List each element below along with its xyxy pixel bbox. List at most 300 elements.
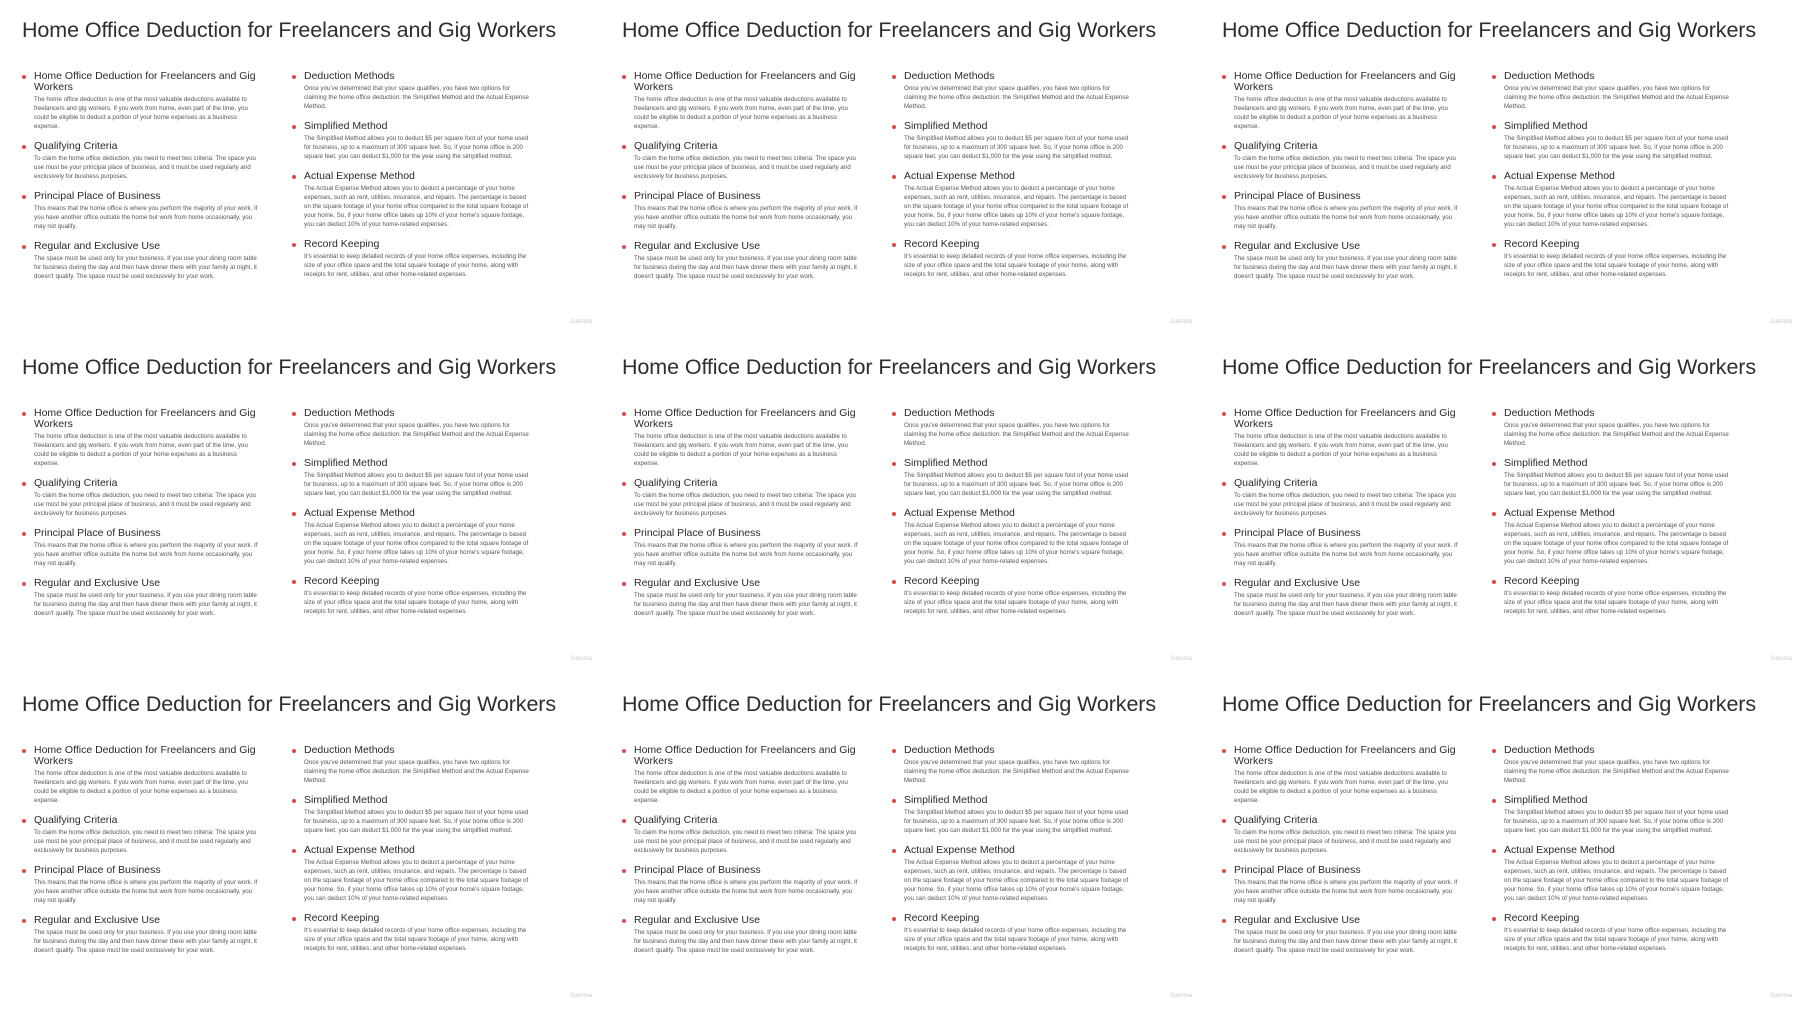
bullet-body: The Simplified Method allows you to deduct $5 per square foot of your home used for business, up to a maximum of 300 square feet. So, if your home office is 200 square feet, you can deduct $1,000 for the year using the simplified method. — [904, 472, 1129, 497]
bullet-heading: Deduction Methods — [1504, 70, 1595, 82]
bullet-heading: Regular and Exclusive Use — [1234, 577, 1361, 589]
left-column — [1222, 745, 1462, 965]
bullet-dot-icon — [292, 749, 296, 753]
bullet-item — [892, 121, 1132, 161]
bullet-dot-icon — [22, 532, 26, 536]
left-column — [1222, 71, 1462, 291]
bullet-heading: Deduction Methods — [1504, 744, 1595, 756]
bullet-dot-icon — [292, 512, 296, 516]
slide-thumbnail[interactable] — [1200, 674, 1800, 1011]
bullet-heading: Record Keeping — [304, 238, 380, 250]
slide-columns — [622, 71, 1178, 291]
bullet-heading: Simplified Method — [904, 457, 988, 469]
bullet-body: The home office deduction is one of the most valuable deductions available to freelancers and gig workers. If you work from home, even part of the time, you could be eligible to deduct a portion of your home expenses as a business expense. — [34, 433, 248, 467]
bullet-heading: Simplified Method — [304, 457, 388, 469]
bullet-item — [292, 408, 532, 448]
bullet-item — [22, 141, 262, 181]
bullet-item — [622, 915, 862, 955]
bullet-dot-icon — [622, 869, 626, 873]
bullet-body: The Actual Expense Method allows you to deduct a percentage of your home expenses, such as rent, utilities, insurance, and repairs. The percentage is based on the square footage of your home office compared to the total square footage of your home. So, if your home office takes up 10% of your home's square footage, you can deduct 10% of your home-related expenses. — [904, 859, 1129, 902]
bullet-body: The home office deduction is one of the most valuable deductions available to freelancers and gig workers. If you work from home, even part of the time, you could be eligible to deduct a portion of your home expenses as a business expense. — [634, 96, 848, 130]
bullet-body: The space must be used only for your business. If you use your dining room table for business during the day and then have dinner there with your family at night, it doesn't qualify. The space must be used exclusively for your work. — [34, 929, 257, 954]
bullet-dot-icon — [622, 482, 626, 486]
bullet-dot-icon — [292, 175, 296, 179]
bullet-heading: Record Keeping — [904, 912, 980, 924]
bullet-dot-icon — [1492, 849, 1496, 853]
bullet-item — [292, 458, 532, 498]
watermark: Gamma — [1770, 656, 1792, 662]
bullet-heading: Qualifying Criteria — [634, 477, 718, 489]
bullet-dot-icon — [1222, 145, 1226, 149]
bullet-heading: Principal Place of Business — [634, 864, 761, 876]
bullet-item — [892, 508, 1132, 566]
bullet-item — [22, 478, 262, 518]
right-column — [1492, 408, 1732, 628]
bullet-item — [22, 815, 262, 855]
bullet-body: Once you've determined that your space qualifies, you have two options for claiming the home office deduction: the Simplified Method and the Actual Expense Method. — [1504, 85, 1729, 110]
bullet-item — [1222, 915, 1462, 955]
slide-columns — [22, 408, 578, 628]
slide-thumbnail[interactable] — [600, 674, 1200, 1011]
bullet-item — [622, 745, 862, 805]
bullet-item — [292, 795, 532, 835]
bullet-item — [22, 191, 262, 231]
left-column — [22, 745, 262, 965]
bullet-body: Once you've determined that your space qualifies, you have two options for claiming the home office deduction: the Simplified Method and the Actual Expense Method. — [904, 422, 1129, 447]
bullet-heading: Record Keeping — [904, 575, 980, 587]
bullet-item — [1222, 865, 1462, 905]
left-column — [22, 71, 262, 291]
bullet-heading: Regular and Exclusive Use — [634, 577, 761, 589]
bullet-item — [292, 171, 532, 229]
bullet-heading: Home Office Deduction for Freelancers and Gig Workers — [1234, 70, 1456, 93]
bullet-body: This means that the home office is where you perform the majority of your work. If you have another office outside the home but work from home occasionally, you may not qualify. — [1234, 205, 1458, 230]
bullet-item — [22, 915, 262, 955]
bullet-heading: Principal Place of Business — [34, 190, 161, 202]
bullet-body: It's essential to keep detailed records of your home office expenses, including the size of your office space and the total square footage of your home, along with receipts for rent, utilities, and other home-related expenses. — [304, 253, 527, 278]
bullet-heading: Actual Expense Method — [904, 507, 1015, 519]
bullet-dot-icon — [292, 125, 296, 129]
bullet-item — [292, 71, 532, 111]
bullet-dot-icon — [1222, 869, 1226, 873]
bullet-dot-icon — [1492, 125, 1496, 129]
bullet-body: To claim the home office deduction, you need to meet two criteria: The space you use must be your principal place of business, and it must be used regularly and exclusively for business purposes. — [1234, 155, 1456, 180]
bullet-dot-icon — [892, 749, 896, 753]
bullet-item — [22, 528, 262, 568]
bullet-item — [1492, 71, 1732, 111]
bullet-dot-icon — [892, 175, 896, 179]
bullet-body: To claim the home office deduction, you need to meet two criteria: The space you use must be your principal place of business, and it must be used regularly and exclusively for business purposes. — [34, 829, 256, 854]
bullet-body: The Simplified Method allows you to deduct $5 per square foot of your home used for business, up to a maximum of 300 square feet. So, if your home office is 200 square feet, you can deduct $1,000 for the year using the simplified method. — [304, 135, 529, 160]
bullet-heading: Principal Place of Business — [34, 527, 161, 539]
bullet-body: To claim the home office deduction, you need to meet two criteria: The space you use must be your principal place of business, and it must be used regularly and exclusively for business purposes. — [1234, 829, 1456, 854]
slide-title: Home Office Deduction for Freelancers and Gig Workers — [22, 692, 557, 716]
watermark: Gamma — [570, 656, 592, 662]
bullet-dot-icon — [622, 75, 626, 79]
bullet-body: This means that the home office is where you perform the majority of your work. If you have another office outside the home but work from home occasionally, you may not qualify. — [34, 879, 258, 904]
slide-thumbnail[interactable] — [0, 337, 600, 674]
bullet-dot-icon — [22, 819, 26, 823]
bullet-dot-icon — [22, 245, 26, 249]
bullet-heading: Simplified Method — [304, 794, 388, 806]
bullet-heading: Record Keeping — [1504, 238, 1580, 250]
watermark: Gamma — [1170, 656, 1192, 662]
bullet-item — [22, 71, 262, 131]
bullet-heading: Record Keeping — [1504, 912, 1580, 924]
bullet-dot-icon — [892, 462, 896, 466]
bullet-body: Once you've determined that your space qualifies, you have two options for claiming the home office deduction: the Simplified Method and the Actual Expense Method. — [304, 85, 529, 110]
bullet-item — [1222, 408, 1462, 468]
watermark: Gamma — [1770, 319, 1792, 325]
bullet-heading: Principal Place of Business — [634, 190, 761, 202]
slide-title: Home Office Deduction for Freelancers and Gig Workers — [22, 18, 557, 42]
bullet-body: To claim the home office deduction, you need to meet two criteria: The space you use must be your principal place of business, and it must be used regularly and exclusively for business purposes. — [634, 155, 856, 180]
bullet-item — [1492, 508, 1732, 566]
bullet-body: To claim the home office deduction, you need to meet two criteria: The space you use must be your principal place of business, and it must be used regularly and exclusively for business purposes. — [34, 492, 256, 517]
slide-thumbnail[interactable] — [1200, 337, 1800, 674]
left-column — [622, 745, 862, 965]
right-column — [1492, 71, 1732, 291]
bullet-heading: Actual Expense Method — [904, 844, 1015, 856]
bullet-body: The Simplified Method allows you to deduct $5 per square foot of your home used for business, up to a maximum of 300 square feet. So, if your home office is 200 square feet, you can deduct $1,000 for the year using the simplified method. — [304, 472, 529, 497]
bullet-item — [292, 239, 532, 279]
bullet-dot-icon — [292, 75, 296, 79]
bullet-item — [1222, 241, 1462, 281]
bullet-body: The space must be used only for your business. If you use your dining room table for business during the day and then have dinner there with your family at night, it doesn't qualify. The space must be used exclusively for your work. — [634, 592, 857, 617]
bullet-dot-icon — [892, 412, 896, 416]
bullet-dot-icon — [892, 849, 896, 853]
bullet-body: The home office deduction is one of the most valuable deductions available to freelancers and gig workers. If you work from home, even part of the time, you could be eligible to deduct a portion of your home expenses as a business expense. — [634, 770, 848, 804]
bullet-heading: Actual Expense Method — [304, 844, 415, 856]
bullet-body: It's essential to keep detailed records of your home office expenses, including the size of your office space and the total square footage of your home, along with receipts for rent, utilities, and other home-related expenses. — [904, 927, 1127, 952]
bullet-body: The home office deduction is one of the most valuable deductions available to freelancers and gig workers. If you work from home, even part of the time, you could be eligible to deduct a portion of your home expenses as a business expense. — [34, 96, 248, 130]
slide-title: Home Office Deduction for Freelancers and Gig Workers — [622, 18, 1157, 42]
bullet-dot-icon — [292, 917, 296, 921]
slide-columns — [622, 408, 1178, 628]
bullet-item — [892, 795, 1132, 835]
bullet-dot-icon — [1222, 919, 1226, 923]
bullet-dot-icon — [292, 462, 296, 466]
bullet-heading: Home Office Deduction for Freelancers and Gig Workers — [634, 407, 856, 430]
bullet-item — [1492, 845, 1732, 903]
bullet-heading: Record Keeping — [304, 575, 380, 587]
bullet-heading: Record Keeping — [904, 238, 980, 250]
bullet-body: The space must be used only for your business. If you use your dining room table for business during the day and then have dinner there with your family at night, it doesn't qualify. The space must be used exclusively for your work. — [634, 929, 857, 954]
bullet-body: Once you've determined that your space qualifies, you have two options for claiming the home office deduction: the Simplified Method and the Actual Expense Method. — [1504, 759, 1729, 784]
bullet-body: The home office deduction is one of the most valuable deductions available to freelancers and gig workers. If you work from home, even part of the time, you could be eligible to deduct a portion of your home expenses as a business expense. — [634, 433, 848, 467]
bullet-item — [292, 121, 532, 161]
bullet-dot-icon — [1492, 512, 1496, 516]
slide-columns — [1222, 71, 1778, 291]
watermark: Gamma — [1170, 319, 1192, 325]
bullet-item — [622, 578, 862, 618]
bullet-item — [892, 913, 1132, 953]
slide-thumbnail[interactable] — [600, 0, 1200, 337]
bullet-heading: Home Office Deduction for Freelancers and Gig Workers — [34, 70, 256, 93]
bullet-item — [622, 528, 862, 568]
bullet-item — [1492, 121, 1732, 161]
bullet-item — [292, 845, 532, 903]
bullet-item — [22, 865, 262, 905]
bullet-heading: Deduction Methods — [304, 70, 395, 82]
bullet-heading: Regular and Exclusive Use — [634, 914, 761, 926]
bullet-body: The Actual Expense Method allows you to deduct a percentage of your home expenses, such as rent, utilities, insurance, and repairs. The percentage is based on the square footage of your home office compared to the total square footage of your home. So, if your home office takes up 10% of your home's square footage, you can deduct 10% of your home-related expenses. — [304, 185, 529, 228]
right-column — [892, 71, 1132, 291]
bullet-item — [892, 458, 1132, 498]
slide-title: Home Office Deduction for Freelancers and Gig Workers — [622, 355, 1157, 379]
bullet-body: It's essential to keep detailed records of your home office expenses, including the size of your office space and the total square footage of your home, along with receipts for rent, utilities, and other home-related expenses. — [904, 253, 1127, 278]
bullet-heading: Home Office Deduction for Freelancers and Gig Workers — [634, 70, 856, 93]
slide-title: Home Office Deduction for Freelancers and Gig Workers — [1222, 18, 1757, 42]
bullet-body: The Simplified Method allows you to deduct $5 per square foot of your home used for business, up to a maximum of 300 square feet. So, if your home office is 200 square feet, you can deduct $1,000 for the year using the simplified method. — [1504, 809, 1729, 834]
slide-thumbnail[interactable] — [0, 0, 600, 337]
bullet-body: To claim the home office deduction, you need to meet two criteria: The space you use must be your principal place of business, and it must be used regularly and exclusively for business purposes. — [634, 492, 856, 517]
bullet-item — [892, 745, 1132, 785]
bullet-body: This means that the home office is where you perform the majority of your work. If you have another office outside the home but work from home occasionally, you may not qualify. — [1234, 879, 1458, 904]
bullet-dot-icon — [1492, 462, 1496, 466]
bullet-item — [22, 578, 262, 618]
bullet-body: It's essential to keep detailed records of your home office expenses, including the size of your office space and the total square footage of your home, along with receipts for rent, utilities, and other home-related expenses. — [1504, 590, 1727, 615]
bullet-heading: Principal Place of Business — [1234, 527, 1361, 539]
bullet-heading: Regular and Exclusive Use — [34, 914, 161, 926]
bullet-body: Once you've determined that your space qualifies, you have two options for claiming the home office deduction: the Simplified Method and the Actual Expense Method. — [304, 422, 529, 447]
watermark: Gamma — [1170, 993, 1192, 999]
left-column — [22, 408, 262, 628]
bullet-heading: Qualifying Criteria — [634, 140, 718, 152]
bullet-heading: Simplified Method — [304, 120, 388, 132]
bullet-heading: Deduction Methods — [904, 70, 995, 82]
bullet-item — [22, 745, 262, 805]
bullet-item — [892, 845, 1132, 903]
bullet-heading: Deduction Methods — [904, 744, 995, 756]
bullet-dot-icon — [1222, 482, 1226, 486]
bullet-dot-icon — [622, 245, 626, 249]
bullet-body: This means that the home office is where you perform the majority of your work. If you have another office outside the home but work from home occasionally, you may not qualify. — [34, 205, 258, 230]
bullet-heading: Actual Expense Method — [1504, 170, 1615, 182]
slide-columns — [1222, 408, 1778, 628]
bullet-body: The home office deduction is one of the most valuable deductions available to freelancers and gig workers. If you work from home, even part of the time, you could be eligible to deduct a portion of your home expenses as a business expense. — [34, 770, 248, 804]
bullet-body: The space must be used only for your business. If you use your dining room table for business during the day and then have dinner there with your family at night, it doesn't qualify. The space must be used exclusively for your work. — [34, 592, 257, 617]
bullet-heading: Actual Expense Method — [304, 507, 415, 519]
bullet-heading: Deduction Methods — [304, 407, 395, 419]
bullet-dot-icon — [1492, 243, 1496, 247]
bullet-body: The space must be used only for your business. If you use your dining room table for business during the day and then have dinner there with your family at night, it doesn't qualify. The space must be used exclusively for your work. — [1234, 592, 1457, 617]
bullet-dot-icon — [622, 919, 626, 923]
bullet-body: It's essential to keep detailed records of your home office expenses, including the size of your office space and the total square footage of your home, along with receipts for rent, utilities, and other home-related expenses. — [1504, 253, 1727, 278]
bullet-item — [622, 408, 862, 468]
bullet-heading: Home Office Deduction for Freelancers and Gig Workers — [34, 407, 256, 430]
bullet-heading: Deduction Methods — [304, 744, 395, 756]
bullet-item — [622, 865, 862, 905]
bullet-body: The Simplified Method allows you to deduct $5 per square foot of your home used for business, up to a maximum of 300 square feet. So, if your home office is 200 square feet, you can deduct $1,000 for the year using the simplified method. — [304, 809, 529, 834]
bullet-dot-icon — [292, 412, 296, 416]
bullet-body: The Actual Expense Method allows you to deduct a percentage of your home expenses, such as rent, utilities, insurance, and repairs. The percentage is based on the square footage of your home office compared to the total square footage of your home. So, if your home office takes up 10% of your home's square footage, you can deduct 10% of your home-related expenses. — [1504, 522, 1729, 565]
bullet-heading: Qualifying Criteria — [634, 814, 718, 826]
bullet-item — [892, 408, 1132, 448]
bullet-item — [1222, 478, 1462, 518]
slide-title: Home Office Deduction for Freelancers and Gig Workers — [1222, 355, 1757, 379]
bullet-item — [622, 71, 862, 131]
bullet-heading: Actual Expense Method — [1504, 844, 1615, 856]
bullet-item — [892, 576, 1132, 616]
bullet-body: To claim the home office deduction, you need to meet two criteria: The space you use must be your principal place of business, and it must be used regularly and exclusively for business purposes. — [634, 829, 856, 854]
slide-thumbnail[interactable] — [600, 337, 1200, 674]
bullet-item — [622, 478, 862, 518]
bullet-dot-icon — [1492, 75, 1496, 79]
bullet-item — [1222, 745, 1462, 805]
bullet-dot-icon — [622, 749, 626, 753]
watermark: Gamma — [570, 319, 592, 325]
bullet-body: This means that the home office is where you perform the majority of your work. If you have another office outside the home but work from home occasionally, you may not qualify. — [634, 205, 858, 230]
bullet-body: The space must be used only for your business. If you use your dining room table for business during the day and then have dinner there with your family at night, it doesn't qualify. The space must be used exclusively for your work. — [1234, 929, 1457, 954]
bullet-body: The Simplified Method allows you to deduct $5 per square foot of your home used for business, up to a maximum of 300 square feet. So, if your home office is 200 square feet, you can deduct $1,000 for the year using the simplified method. — [904, 135, 1129, 160]
bullet-item — [1492, 408, 1732, 448]
bullet-body: The space must be used only for your business. If you use your dining room table for business during the day and then have dinner there with your family at night, it doesn't qualify. The space must be used exclusively for your work. — [1234, 255, 1457, 280]
bullet-heading: Home Office Deduction for Freelancers and Gig Workers — [1234, 744, 1456, 767]
bullet-body: The Simplified Method allows you to deduct $5 per square foot of your home used for business, up to a maximum of 300 square feet. So, if your home office is 200 square feet, you can deduct $1,000 for the year using the simplified method. — [904, 809, 1129, 834]
bullet-heading: Actual Expense Method — [304, 170, 415, 182]
bullet-heading: Regular and Exclusive Use — [34, 240, 161, 252]
bullet-item — [292, 508, 532, 566]
bullet-dot-icon — [1222, 532, 1226, 536]
slide-title: Home Office Deduction for Freelancers and Gig Workers — [622, 692, 1157, 716]
bullet-body: It's essential to keep detailed records of your home office expenses, including the size of your office space and the total square footage of your home, along with receipts for rent, utilities, and other home-related expenses. — [304, 927, 527, 952]
bullet-body: The Actual Expense Method allows you to deduct a percentage of your home expenses, such as rent, utilities, insurance, and repairs. The percentage is based on the square footage of your home office compared to the total square footage of your home. So, if your home office takes up 10% of your home's square footage, you can deduct 10% of your home-related expenses. — [1504, 859, 1729, 902]
bullet-dot-icon — [1222, 75, 1226, 79]
bullet-heading: Home Office Deduction for Freelancers and Gig Workers — [1234, 407, 1456, 430]
bullet-item — [892, 71, 1132, 111]
bullet-item — [292, 745, 532, 785]
slide-thumbnail[interactable] — [0, 674, 600, 1011]
bullet-body: Once you've determined that your space qualifies, you have two options for claiming the home office deduction: the Simplified Method and the Actual Expense Method. — [904, 85, 1129, 110]
bullet-body: This means that the home office is where you perform the majority of your work. If you have another office outside the home but work from home occasionally, you may not qualify. — [634, 879, 858, 904]
bullet-heading: Actual Expense Method — [1504, 507, 1615, 519]
bullet-heading: Regular and Exclusive Use — [34, 577, 161, 589]
right-column — [292, 408, 532, 628]
bullet-dot-icon — [1492, 749, 1496, 753]
bullet-item — [1222, 71, 1462, 131]
right-column — [892, 408, 1132, 628]
bullet-dot-icon — [22, 919, 26, 923]
bullet-item — [1222, 141, 1462, 181]
slide-columns — [22, 71, 578, 291]
bullet-heading: Principal Place of Business — [1234, 864, 1361, 876]
bullet-item — [292, 913, 532, 953]
bullet-dot-icon — [892, 917, 896, 921]
bullet-dot-icon — [1222, 195, 1226, 199]
bullet-item — [1492, 576, 1732, 616]
bullet-dot-icon — [1222, 412, 1226, 416]
bullet-heading: Actual Expense Method — [904, 170, 1015, 182]
bullet-item — [22, 241, 262, 281]
bullet-dot-icon — [622, 195, 626, 199]
slide-columns — [1222, 745, 1778, 965]
bullet-body: The home office deduction is one of the most valuable deductions available to freelancers and gig workers. If you work from home, even part of the time, you could be eligible to deduct a portion of your home expenses as a business expense. — [1234, 770, 1448, 804]
bullet-body: It's essential to keep detailed records of your home office expenses, including the size of your office space and the total square footage of your home, along with receipts for rent, utilities, and other home-related expenses. — [1504, 927, 1727, 952]
right-column — [1492, 745, 1732, 965]
bullet-item — [892, 171, 1132, 229]
bullet-item — [1492, 458, 1732, 498]
bullet-body: This means that the home office is where you perform the majority of your work. If you have another office outside the home but work from home occasionally, you may not qualify. — [1234, 542, 1458, 567]
bullet-dot-icon — [622, 532, 626, 536]
right-column — [292, 71, 532, 291]
bullet-body: Once you've determined that your space qualifies, you have two options for claiming the home office deduction: the Simplified Method and the Actual Expense Method. — [304, 759, 529, 784]
bullet-heading: Principal Place of Business — [1234, 190, 1361, 202]
bullet-dot-icon — [292, 580, 296, 584]
bullet-body: The Actual Expense Method allows you to deduct a percentage of your home expenses, such as rent, utilities, insurance, and repairs. The percentage is based on the square footage of your home office compared to the total square footage of your home. So, if your home office takes up 10% of your home's square footage, you can deduct 10% of your home-related expenses. — [1504, 185, 1729, 228]
watermark: Gamma — [1770, 993, 1792, 999]
bullet-item — [1492, 795, 1732, 835]
bullet-dot-icon — [622, 412, 626, 416]
bullet-heading: Principal Place of Business — [34, 864, 161, 876]
bullet-dot-icon — [22, 195, 26, 199]
bullet-dot-icon — [22, 75, 26, 79]
bullet-heading: Simplified Method — [904, 120, 988, 132]
bullet-dot-icon — [1222, 749, 1226, 753]
slide-thumbnail[interactable] — [1200, 0, 1800, 337]
bullet-item — [1222, 578, 1462, 618]
bullet-item — [1492, 239, 1732, 279]
slide-columns — [22, 745, 578, 965]
bullet-dot-icon — [1222, 819, 1226, 823]
bullet-heading: Principal Place of Business — [634, 527, 761, 539]
bullet-body: The space must be used only for your business. If you use your dining room table for business during the day and then have dinner there with your family at night, it doesn't qualify. The space must be used exclusively for your work. — [634, 255, 857, 280]
bullet-heading: Qualifying Criteria — [34, 140, 118, 152]
bullet-dot-icon — [1492, 175, 1496, 179]
bullet-dot-icon — [22, 582, 26, 586]
bullet-item — [1492, 745, 1732, 785]
bullet-item — [1492, 171, 1732, 229]
bullet-body: The home office deduction is one of the most valuable deductions available to freelancers and gig workers. If you work from home, even part of the time, you could be eligible to deduct a portion of your home expenses as a business expense. — [1234, 433, 1448, 467]
watermark: Gamma — [570, 993, 592, 999]
bullet-item — [1492, 913, 1732, 953]
bullet-dot-icon — [292, 243, 296, 247]
bullet-dot-icon — [292, 799, 296, 803]
bullet-dot-icon — [22, 412, 26, 416]
bullet-body: The Actual Expense Method allows you to deduct a percentage of your home expenses, such as rent, utilities, insurance, and repairs. The percentage is based on the square footage of your home office compared to the total square footage of your home. So, if your home office takes up 10% of your home's square footage, you can deduct 10% of your home-related expenses. — [904, 185, 1129, 228]
bullet-dot-icon — [292, 849, 296, 853]
bullet-body: To claim the home office deduction, you need to meet two criteria: The space you use must be your principal place of business, and it must be used regularly and exclusively for business purposes. — [1234, 492, 1456, 517]
bullet-body: The Actual Expense Method allows you to deduct a percentage of your home expenses, such as rent, utilities, insurance, and repairs. The percentage is based on the square footage of your home office compared to the total square footage of your home. So, if your home office takes up 10% of your home's square footage, you can deduct 10% of your home-related expenses. — [304, 522, 529, 565]
bullet-dot-icon — [1222, 245, 1226, 249]
bullet-item — [292, 576, 532, 616]
bullet-dot-icon — [1492, 580, 1496, 584]
bullet-dot-icon — [22, 145, 26, 149]
bullet-body: The Actual Expense Method allows you to deduct a percentage of your home expenses, such as rent, utilities, insurance, and repairs. The percentage is based on the square footage of your home office compared to the total square footage of your home. So, if your home office takes up 10% of your home's square footage, you can deduct 10% of your home-related expenses. — [304, 859, 529, 902]
bullet-dot-icon — [1492, 917, 1496, 921]
bullet-item — [622, 191, 862, 231]
bullet-heading: Qualifying Criteria — [1234, 477, 1318, 489]
bullet-body: The Actual Expense Method allows you to deduct a percentage of your home expenses, such as rent, utilities, insurance, and repairs. The percentage is based on the square footage of your home office compared to the total square footage of your home. So, if your home office takes up 10% of your home's square footage, you can deduct 10% of your home-related expenses. — [904, 522, 1129, 565]
bullet-heading: Qualifying Criteria — [1234, 814, 1318, 826]
bullet-dot-icon — [22, 749, 26, 753]
bullet-heading: Home Office Deduction for Freelancers and Gig Workers — [634, 744, 856, 767]
slide-title: Home Office Deduction for Freelancers and Gig Workers — [1222, 692, 1757, 716]
bullet-body: The Simplified Method allows you to deduct $5 per square foot of your home used for business, up to a maximum of 300 square feet. So, if your home office is 200 square feet, you can deduct $1,000 for the year using the simplified method. — [1504, 472, 1729, 497]
right-column — [292, 745, 532, 965]
bullet-dot-icon — [892, 799, 896, 803]
bullet-body: Once you've determined that your space qualifies, you have two options for claiming the home office deduction: the Simplified Method and the Actual Expense Method. — [904, 759, 1129, 784]
bullet-body: It's essential to keep detailed records of your home office expenses, including the size of your office space and the total square footage of your home, along with receipts for rent, utilities, and other home-related expenses. — [904, 590, 1127, 615]
bullet-heading: Deduction Methods — [1504, 407, 1595, 419]
bullet-heading: Simplified Method — [1504, 457, 1588, 469]
bullet-body: This means that the home office is where you perform the majority of your work. If you have another office outside the home but work from home occasionally, you may not qualify. — [634, 542, 858, 567]
bullet-heading: Record Keeping — [1504, 575, 1580, 587]
bullet-heading: Deduction Methods — [904, 407, 995, 419]
bullet-body: The home office deduction is one of the most valuable deductions available to freelancers and gig workers. If you work from home, even part of the time, you could be eligible to deduct a portion of your home expenses as a business expense. — [1234, 96, 1448, 130]
bullet-heading: Regular and Exclusive Use — [634, 240, 761, 252]
bullet-heading: Simplified Method — [904, 794, 988, 806]
